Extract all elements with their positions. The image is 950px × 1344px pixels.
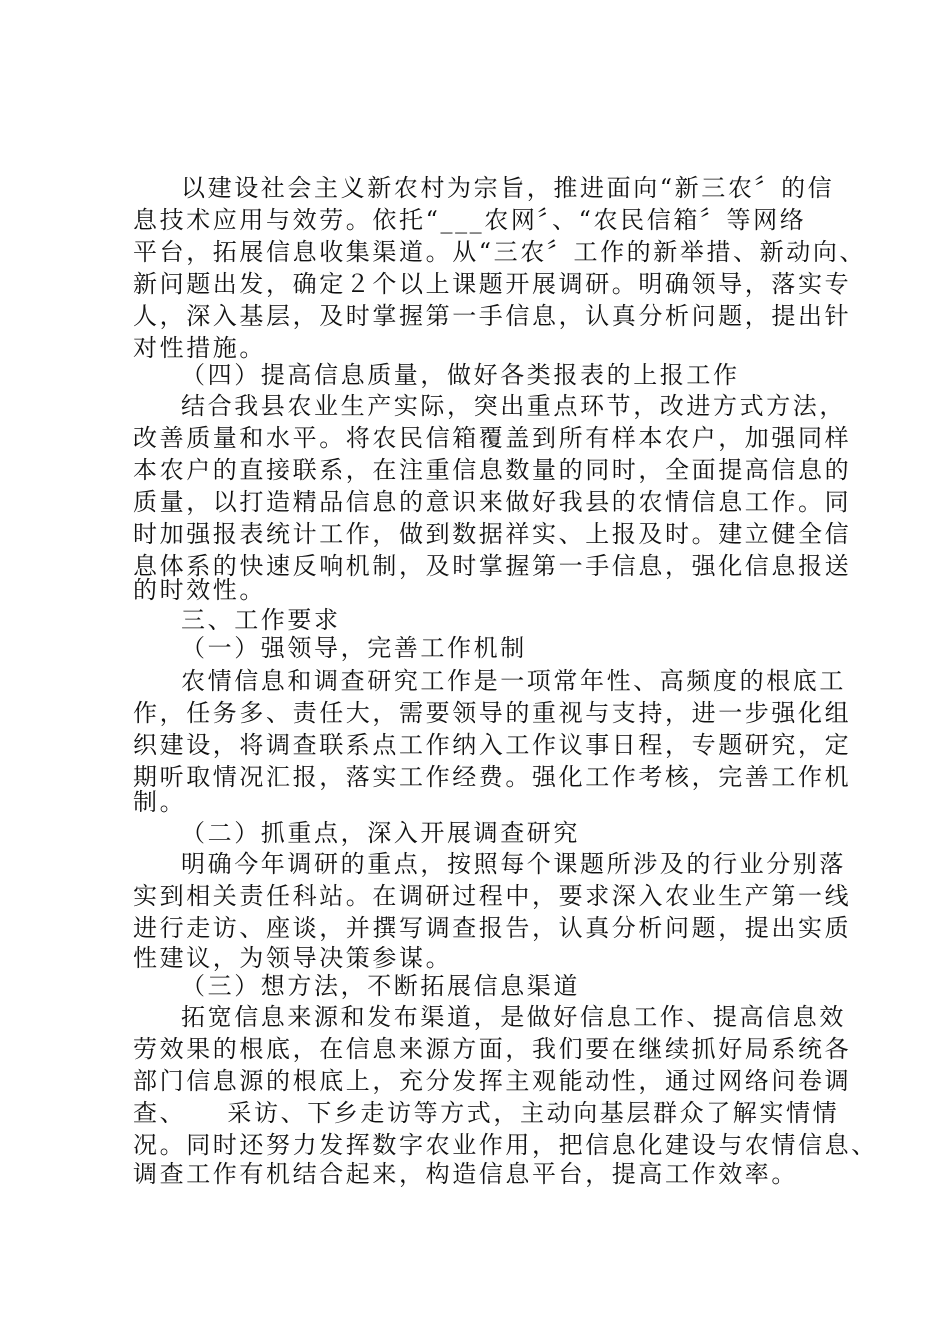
text-line: 部门信息源的根底上，充分发挥主观能动性，通过网络问卷调 (133, 1067, 852, 1095)
text-line: 明确今年调研的重点，按照每个课题所涉及的行业分别落 (181, 850, 846, 878)
text-line: 调查工作有机结合起来，构造信息平台，提高工作效率。 (133, 1160, 798, 1188)
text-line: 改善质量和水平。将农民信箱覆盖到所有样本农户，加强同样 (133, 424, 852, 452)
text-line: 农情信息和调查研究工作是一项常年性、高频度的根底工 (181, 667, 846, 695)
text-line: 实到相关责任科站。在调研过程中，要求深入农业生产第一线 (133, 882, 852, 910)
text-line: 质量，以打造精品信息的意识来做好我县的农情信息工作。同 (133, 488, 852, 516)
text-line: 制。 (133, 788, 187, 816)
text-line: 织建设，将调查联系点工作纳入工作议事日程，专题研究，定 (133, 731, 852, 759)
text-line: 拓宽信息来源和发布渠道，是做好信息工作、提高信息效 (181, 1003, 846, 1031)
text-line: 查、 采访、下乡走访等方式，主动向基层群众了解实情情 (133, 1099, 840, 1127)
text-line: 结合我县农业生产实际，突出重点环节，改进方式方法， (181, 392, 846, 420)
text-line: 人，深入基层，及时掌握第一手信息，认真分析问题，提出针 (133, 302, 852, 330)
section-heading: （三）想方法，不断拓展信息渠道 (181, 972, 580, 1000)
text-line: 对性措施。 (133, 334, 266, 362)
section-heading: （一）强领导，完善工作机制 (181, 634, 527, 662)
text-line: 况。同时还努力发挥数字农业作用，把信息化建设与农情信息、 (133, 1131, 878, 1159)
text-line: 作，任务多、责任大，需要领导的重视与支持，进一步强化组 (133, 699, 852, 727)
text-line: 期听取情况汇报，落实工作经费。强化工作考核，完善工作机 (133, 763, 852, 791)
text-line: 本农户的直接联系，在注重信息数量的同时，全面提高信息的 (133, 456, 852, 484)
section-heading: 三、工作要求 (181, 606, 341, 634)
section-heading: （四）提高信息质量，做好各类报表的上报工作 (181, 361, 740, 389)
text-line: 进行走访、座谈，并撰写调查报告，认真分析问题，提出实质 (133, 914, 852, 942)
section-heading: （二）抓重点，深入开展调查研究 (181, 819, 580, 847)
text-line: 息体系的快速反响机制，及时掌握第一手信息，强化信息报送 (133, 552, 852, 580)
text-line: 息技术应用与效劳。依托“___农网〞、“农民信箱〞等网络 (133, 206, 807, 234)
text-line: 性建议，为领导决策参谋。 (133, 944, 453, 972)
text-line: 劳效果的根底，在信息来源方面，我们要在继续抓好局系统各 (133, 1035, 852, 1063)
text-line: 的时效性。 (133, 576, 266, 604)
text-line: 新问题出发，确定２个以上课题开展调研。明确领导，落实专 (133, 270, 852, 298)
text-line: 平台，拓展信息收集渠道。从“三农〞工作的新举措、新动向、 (133, 238, 867, 266)
text-line: 时加强报表统计工作，做到数据祥实、上报及时。建立健全信 (133, 520, 852, 548)
text-line: 以建设社会主义新农村为宗旨，推进面向“新三农〞的信 (181, 174, 835, 202)
